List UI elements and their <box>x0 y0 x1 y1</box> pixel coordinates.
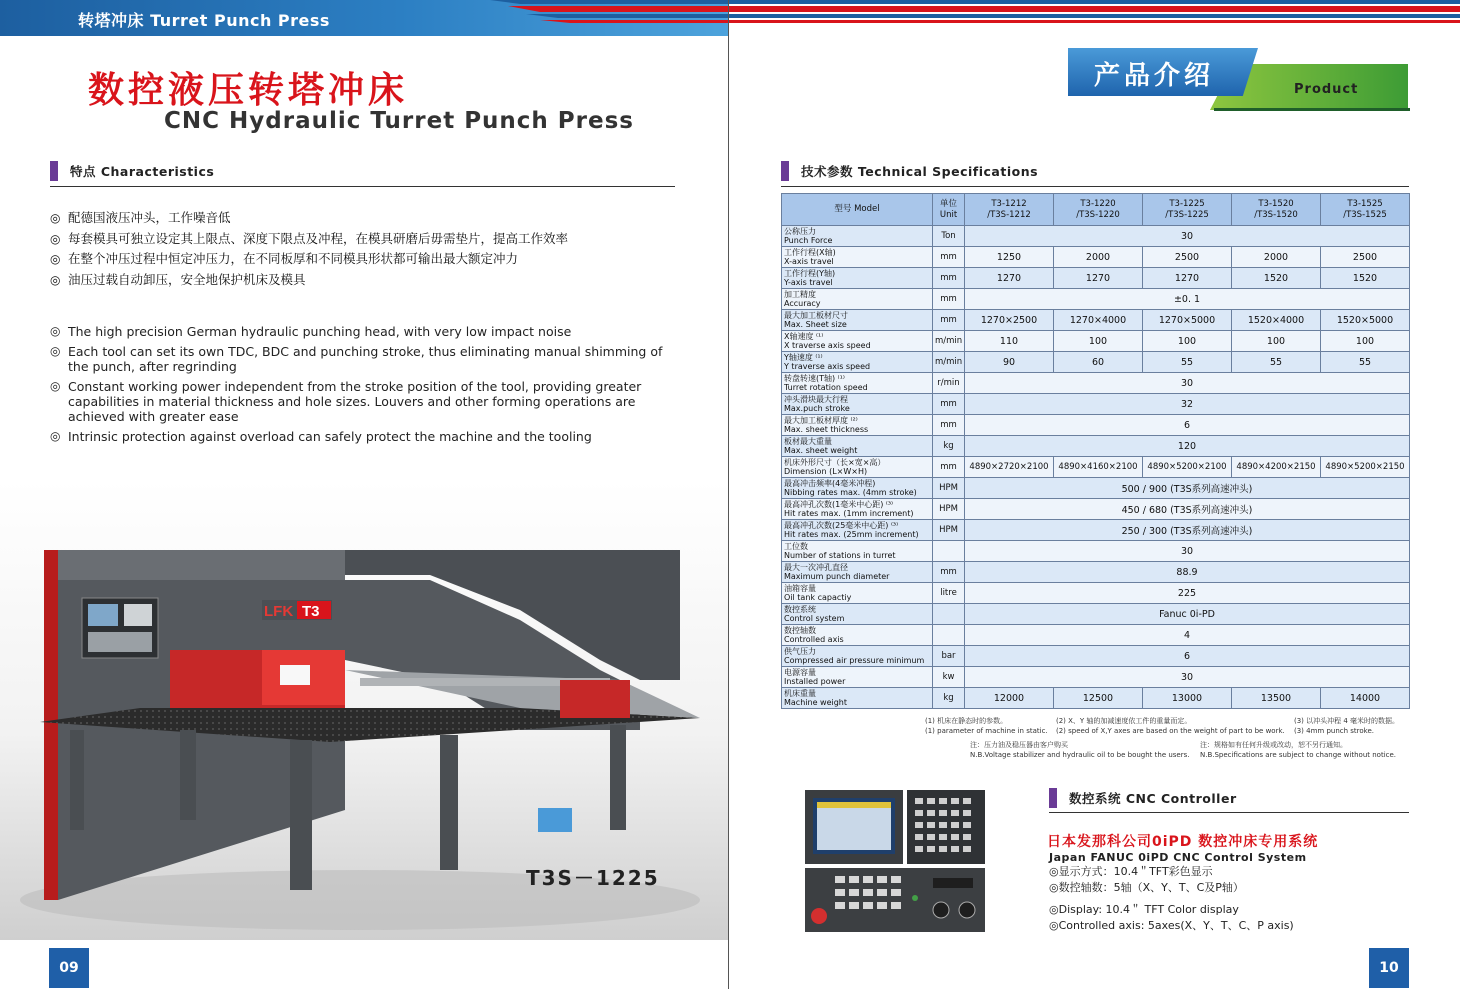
note-3: (3) 以冲头冲程 4 毫米时的数据。 (3) 4mm punch stroke. <box>1294 717 1400 735</box>
spec-row <box>782 247 1410 268</box>
spec-value: 1270 <box>1054 268 1143 289</box>
spec-value: 6 <box>965 415 1410 436</box>
spec-value: 2000 <box>1054 247 1143 268</box>
banner-shadow <box>1214 108 1410 111</box>
spec-value: 1270×5000 <box>1143 310 1232 331</box>
product-banner <box>1068 48 1410 114</box>
spec-value: 4890×4160×2100 <box>1054 457 1143 478</box>
spec-row <box>782 520 1410 541</box>
spec-param-name: 冲头滑块最大行程 Max.puch stroke <box>782 394 933 415</box>
spec-unit: mm <box>933 394 965 415</box>
spec-param-name: 加工精度 Accuracy <box>782 289 933 310</box>
spec-param-name: 数控轴数 Controlled axis <box>782 625 933 646</box>
spec-value: 100 <box>1232 331 1321 352</box>
spec-value: 2000 <box>1232 247 1321 268</box>
spec-param-name: 最大一次冲孔直径 Maximum punch diameter <box>782 562 933 583</box>
spec-value: 55 <box>1232 352 1321 373</box>
spec-value: 500 / 900 (T3S系列高速冲头) <box>965 478 1410 499</box>
spec-value: 450 / 680 (T3S系列高速冲头) <box>965 499 1410 520</box>
spec-unit <box>933 604 965 625</box>
spec-row <box>782 289 1410 310</box>
spec-param-name: 工位数 Number of stations in turret <box>782 541 933 562</box>
spec-value: 1270 <box>1143 268 1232 289</box>
spec-value: 120 <box>965 436 1410 457</box>
spec-row <box>782 373 1410 394</box>
cnc-features-cn <box>1049 864 1244 895</box>
spec-value: 250 / 300 (T3S系列高速冲头) <box>965 520 1410 541</box>
spec-row <box>782 604 1410 625</box>
spec-param-name: 转盘转速(T轴) ⁽¹⁾ Turret rotation speed <box>782 373 933 394</box>
spec-value: 100 <box>1143 331 1232 352</box>
cnc-feature-item: ◎Controlled axis: 5axes(X、Y、T、C、P axis) <box>1049 918 1294 932</box>
spec-param-name: 最大加工板材厚度 ⁽²⁾ Max. sheet thickness <box>782 415 933 436</box>
header-bar <box>0 0 1460 36</box>
spec-value: 30 <box>965 667 1410 688</box>
spec-value: ±0. 1 <box>965 289 1410 310</box>
banner-title-cn: 产品介绍 <box>1094 61 1215 91</box>
spec-value: 30 <box>965 373 1410 394</box>
spec-param-name: 最大加工板材尺寸 Max. Sheet size <box>782 310 933 331</box>
spec-param-name: 油箱容量 Oil tank capactiy <box>782 583 933 604</box>
spec-row <box>782 352 1410 373</box>
banner-title-en: Product <box>1294 82 1359 97</box>
spec-value: 100 <box>1321 331 1410 352</box>
section-marker <box>1049 788 1057 808</box>
spec-value: 1250 <box>965 247 1054 268</box>
header-model-5: T3-1525 /T3S-1525 <box>1321 194 1410 226</box>
spec-unit: kg <box>933 688 965 709</box>
spec-row <box>782 625 1410 646</box>
spec-unit: kg <box>933 436 965 457</box>
section-rule <box>50 186 675 187</box>
spec-value: 1270×2500 <box>965 310 1054 331</box>
spec-param-name: 电源容量 Installed power <box>782 667 933 688</box>
section-marker <box>50 161 58 181</box>
page-number-right: 10 <box>1369 948 1409 988</box>
feature-cn-item: ◎ 在整个冲压过程中恒定冲压力，在不同板厚和不同模具形状都可输出最大额定冲力 <box>50 249 568 270</box>
header-unit: 单位 Unit <box>933 194 965 226</box>
header-model-1: T3-1212 /T3S-1212 <box>965 194 1054 226</box>
cnc-features-en <box>1049 902 1294 933</box>
spec-value: 4890×4200×2150 <box>1232 457 1321 478</box>
spec-value: 100 <box>1054 331 1143 352</box>
spec-table-body <box>782 226 1410 709</box>
spec-value: 1520 <box>1232 268 1321 289</box>
spec-row <box>782 499 1410 520</box>
cnc-title-cn: 日本发那科公司0iPD 数控冲床专用系统 <box>1047 834 1319 850</box>
spec-value: 13000 <box>1143 688 1232 709</box>
spec-row <box>782 688 1410 709</box>
spec-row <box>782 331 1410 352</box>
spec-unit: mm <box>933 268 965 289</box>
header-model-4: T3-1520 /T3S-1520 <box>1232 194 1321 226</box>
header-stripes <box>480 0 1460 26</box>
header-model: 型号 Model <box>782 194 933 226</box>
spec-row <box>782 268 1410 289</box>
spec-unit: litre <box>933 583 965 604</box>
spec-param-name: 最高冲击频率(4毫米冲程) Nibbing rates max. (4mm stroke) <box>782 478 933 499</box>
spec-value: 30 <box>965 541 1410 562</box>
spec-row <box>782 646 1410 667</box>
spec-unit: mm <box>933 457 965 478</box>
spec-param-name: 板材最大重量 Max. sheet weight <box>782 436 933 457</box>
spec-value: 55 <box>1321 352 1410 373</box>
spec-value: 14000 <box>1321 688 1410 709</box>
spec-value: 88.9 <box>965 562 1410 583</box>
spec-row <box>782 541 1410 562</box>
page-number-left: 09 <box>49 948 89 988</box>
note-1: (1) 机床在静态时的参数。 (1) parameter of machine in static. <box>925 717 1048 735</box>
svg-text:T3: T3 <box>302 603 320 620</box>
spec-param-name: 机床外形尺寸（长×宽×高） Dimension (L×W×H) <box>782 457 933 478</box>
spec-param-name: 供气压力 Compressed air pressure minimum <box>782 646 933 667</box>
spec-value: 90 <box>965 352 1054 373</box>
page-title-en: CNC Hydraulic Turret Punch Press <box>164 108 634 134</box>
spec-unit: kw <box>933 667 965 688</box>
spec-row <box>782 667 1410 688</box>
spec-unit: HPM <box>933 520 965 541</box>
spec-param-name: Y轴速度 ⁽¹⁾ Y traverse axis speed <box>782 352 933 373</box>
spec-value: 1520 <box>1321 268 1410 289</box>
spec-row <box>782 436 1410 457</box>
spec-param-name: 工作行程(Y轴) Y-axis travel <box>782 268 933 289</box>
cnc-heading <box>1049 787 1237 809</box>
note-nb-1: 注：压力油及稳压器由客户购买 N.B.Voltage stabilizer and hydraulic oil to be bought the users. <box>970 741 1190 759</box>
spec-row <box>782 583 1410 604</box>
cnc-label: 数控系统 CNC Controller <box>1069 791 1237 806</box>
feature-cn-item: ◎ 油压过载自动卸压，安全地保护机床及模具 <box>50 270 568 291</box>
spec-value: 2500 <box>1143 247 1232 268</box>
cnc-title-en: Japan FANUC 0iPD CNC Control System <box>1049 851 1307 864</box>
spec-row <box>782 310 1410 331</box>
spec-row <box>782 478 1410 499</box>
machine-brand: LFK <box>264 603 294 620</box>
page-divider <box>728 0 729 989</box>
spec-param-name: 最高冲孔次数(25毫米中心距) ⁽³⁾ Hit rates max. (25mm increment) <box>782 520 933 541</box>
characteristics-heading <box>50 160 214 182</box>
spec-value: 1270×4000 <box>1054 310 1143 331</box>
spec-unit: HPM <box>933 499 965 520</box>
spec-unit: mm <box>933 289 965 310</box>
spec-unit: bar <box>933 646 965 667</box>
spec-row <box>782 562 1410 583</box>
header-title: 转塔冲床 Turret Punch Press <box>78 11 330 30</box>
characteristics-label: 特点 Characteristics <box>70 164 215 179</box>
header-model-2: T3-1220 /T3S-1220 <box>1054 194 1143 226</box>
specifications-heading <box>781 160 1038 182</box>
spec-value: 110 <box>965 331 1054 352</box>
cnc-feature-item: ◎显示方式：10.4＂TFT彩色显示 <box>1049 865 1213 878</box>
spec-unit: mm <box>933 562 965 583</box>
spec-value: 6 <box>965 646 1410 667</box>
spec-value: 4890×5200×2150 <box>1321 457 1410 478</box>
spec-value: 13500 <box>1232 688 1321 709</box>
spec-value: 2500 <box>1321 247 1410 268</box>
spec-value: 4890×5200×2100 <box>1143 457 1232 478</box>
spec-row <box>782 415 1410 436</box>
spec-unit <box>933 625 965 646</box>
spec-value: 1520×5000 <box>1321 310 1410 331</box>
cnc-feature-item: ◎数控轴数：5轴（X、Y、T、C及P轴） <box>1049 880 1244 894</box>
note-2: (2) X、Y 轴的加减速度依工件的重量而定。 (2) speed of X,Y axes are based on the weight of part to be work. <box>1056 717 1285 735</box>
spec-value: 55 <box>1143 352 1232 373</box>
spec-value: 225 <box>965 583 1410 604</box>
spec-unit: m/min <box>933 331 965 352</box>
spec-param-name: 公称压力 Punch Force <box>782 226 933 247</box>
spec-param-name: 工作行程(X轴) X-axis travel <box>782 247 933 268</box>
spec-unit: mm <box>933 310 965 331</box>
spec-param-name: 数控系统 Control system <box>782 604 933 625</box>
spec-row <box>782 226 1410 247</box>
features-en-list <box>50 324 670 449</box>
cnc-controller-photo <box>805 790 985 932</box>
feature-cn-item: ◎ 每套模具可独立设定其上限点、深度下限点及冲程，在模具研磨后毋需垫片，提高工作效率 <box>50 229 568 250</box>
section-rule <box>1049 812 1409 813</box>
note-nb-2: 注：规格如有任何升级或改动，恕不另行通知。 N.B.Specifications are subject to change without notice. <box>1200 741 1397 759</box>
spec-table-header <box>782 194 1410 226</box>
specifications-label: 技术参数 Technical Specifications <box>801 164 1039 179</box>
feature-en-item: ◎ Each tool can set its own TDC, BDC and punching stroke, thus eliminating manual shimming of the punch, after regrinding <box>50 344 670 374</box>
spec-value: 30 <box>965 226 1410 247</box>
feature-cn-item: ◎ 配德国液压冲头，工作噪音低 <box>50 208 568 229</box>
cnc-controller-illustration <box>805 790 985 932</box>
header-model-3: T3-1225 /T3S-1225 <box>1143 194 1232 226</box>
spec-table <box>781 193 1410 709</box>
spec-value: 4890×2720×2100 <box>965 457 1054 478</box>
spec-value: Fanuc 0i-PD <box>965 604 1410 625</box>
spec-unit: mm <box>933 247 965 268</box>
spec-unit: HPM <box>933 478 965 499</box>
model-label: T3S－1225 <box>526 866 660 890</box>
spec-row <box>782 394 1410 415</box>
spec-param-name: X轴速度 ⁽¹⁾ X traverse axis speed <box>782 331 933 352</box>
spec-unit: Ton <box>933 226 965 247</box>
section-marker <box>781 161 789 181</box>
spec-value: 1270 <box>965 268 1054 289</box>
spec-value: 1520×4000 <box>1232 310 1321 331</box>
feature-en-item: ◎ Intrinsic protection against overload can safely protect the machine and the tooling <box>50 429 670 444</box>
spec-value: 32 <box>965 394 1410 415</box>
spec-value: 60 <box>1054 352 1143 373</box>
spec-value: 4 <box>965 625 1410 646</box>
spec-unit: mm <box>933 415 965 436</box>
spec-unit <box>933 541 965 562</box>
spec-row <box>782 457 1410 478</box>
spec-param-name: 最高冲孔次数(1毫米中心距) ⁽³⁾ Hit rates max. (1mm increment) <box>782 499 933 520</box>
cnc-feature-item: ◎Display: 10.4＂ TFT Color display <box>1049 903 1239 916</box>
spec-unit: m/min <box>933 352 965 373</box>
spec-param-name: 机床重量 Machine weight <box>782 688 933 709</box>
spec-unit: r/min <box>933 373 965 394</box>
spec-value: 12500 <box>1054 688 1143 709</box>
feature-en-item: ◎ Constant working power independent from the stroke position of the tool, providing greater capabilities in material thickness and hole sizes. Louvers and other forming operations are achieved with greater ease <box>50 379 670 424</box>
section-rule <box>781 186 1409 187</box>
feature-en-item: ◎ The high precision German hydraulic punching head, with very low impact noise <box>50 324 670 339</box>
page-title-cn: 数控液压转塔冲床 <box>88 69 409 111</box>
spec-value: 12000 <box>965 688 1054 709</box>
features-cn-list <box>50 208 568 290</box>
